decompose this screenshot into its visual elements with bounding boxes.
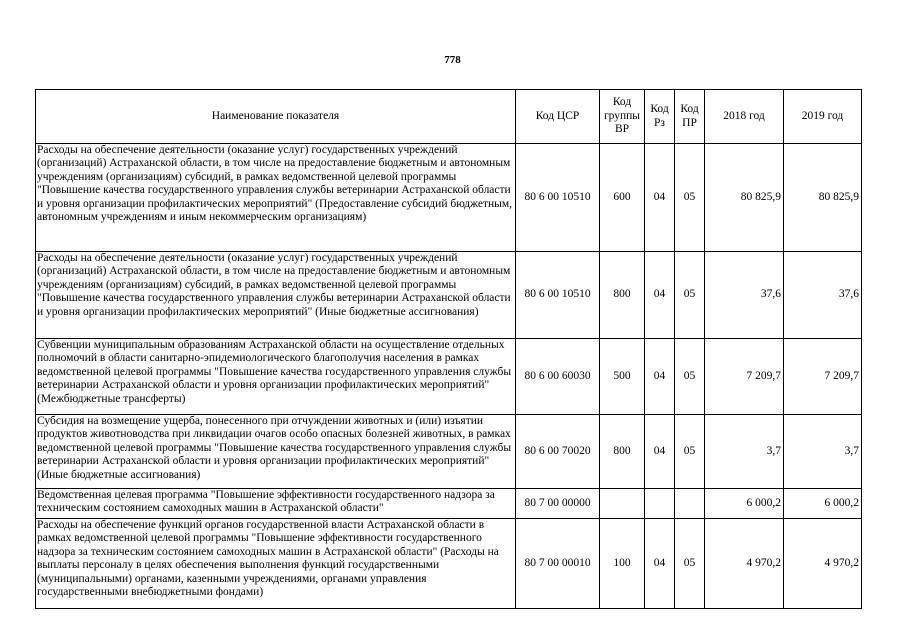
cell-pr: 05 bbox=[675, 519, 705, 609]
cell-csr: 80 7 00 00010 bbox=[516, 519, 600, 609]
table-header-row bbox=[36, 90, 862, 144]
cell-2019: 7 209,7 bbox=[784, 339, 862, 415]
header-rz: Код Рз bbox=[645, 90, 675, 144]
cell-name: Субвенции муниципальным образованиям Астраханской области на осуществление отдельных полномочий в области санитарно-эпидемиологического благополучия населения в рамках ведомственной целевой программы "Повышение качества государственного управления службы ветеринарии Астраханской области и уровня организации профилактических мероприятий" (Межбюджетные трансферты) bbox=[36, 339, 516, 415]
cell-2018: 4 970,2 bbox=[705, 519, 784, 609]
cell-2019: 4 970,2 bbox=[784, 519, 862, 609]
cell-name: Расходы на обеспечение деятельности (оказание услуг) государственных учреждений (организаций) Астраханской области, в том числе на предоставление бюджетным и автономным учреждениям (организациям) субсидий, в рамках ведомственной целевой программы "Повышение качества государственного управления службы ветеринарии Астраханской области и уровня организации профилактических мероприятий" (Предоставление субсидий бюджетным, автономным учреждениям и иным некоммерческим организациям) bbox=[36, 144, 516, 252]
cell-name: Расходы на обеспечение функций органов государственной власти Астраханской области в рамках ведомственной целевой программы "Повышение эффективности государственного надзора за техническим состоянием самоходных машин в Астраханской области" (Расходы на выплаты персоналу в целях обеспечения выполнения функций государственными (муниципальными) органами, казенными учреждениями, органами управления государственными внебюджетными фондами) bbox=[36, 519, 516, 609]
header-pr: Код ПР bbox=[675, 90, 705, 144]
cell-pr: 05 bbox=[675, 339, 705, 415]
cell-2018: 7 209,7 bbox=[705, 339, 784, 415]
cell-2019: 3,7 bbox=[784, 415, 862, 489]
cell-2018: 3,7 bbox=[705, 415, 784, 489]
cell-rz: 04 bbox=[645, 415, 675, 489]
cell-vr bbox=[600, 489, 645, 519]
table-row bbox=[36, 339, 862, 415]
cell-pr: 05 bbox=[675, 144, 705, 252]
header-name: Наименование показателя bbox=[36, 90, 516, 144]
cell-pr bbox=[675, 489, 705, 519]
page-number: 778 bbox=[444, 54, 461, 66]
cell-vr: 800 bbox=[600, 415, 645, 489]
cell-pr: 05 bbox=[675, 252, 705, 339]
header-2019: 2019 год bbox=[784, 90, 862, 144]
cell-vr: 600 bbox=[600, 144, 645, 252]
header-csr: Код ЦСР bbox=[516, 90, 600, 144]
cell-name: Ведомственная целевая программа "Повышение эффективности государственного надзора за техническим состоянием самоходных машин в Астраханской области" bbox=[36, 489, 516, 519]
cell-name: Расходы на обеспечение деятельности (оказание услуг) государственных учреждений (организаций) Астраханской области, в том числе на предоставление бюджетным и автономным учреждениям (организациям) субсидий, в рамках ведомственной целевой программы "Повышение качества государственного управления службы ветеринарии Астраханской области и уровня организации профилактических мероприятий" (Иные бюджетные ассигнования) bbox=[36, 252, 516, 339]
header-2018: 2018 год bbox=[705, 90, 784, 144]
cell-csr: 80 7 00 00000 bbox=[516, 489, 600, 519]
cell-2018: 6 000,2 bbox=[705, 489, 784, 519]
cell-csr: 80 6 00 10510 bbox=[516, 144, 600, 252]
cell-rz: 04 bbox=[645, 144, 675, 252]
cell-vr: 500 bbox=[600, 339, 645, 415]
cell-2018: 80 825,9 bbox=[705, 144, 784, 252]
cell-name: Субсидия на возмещение ущерба, понесенного при отчуждении животных и (или) изъятии продуктов животноводства при ликвидации очагов особо опасных болезней животных, в рамках ведомственной целевой программы "Повышение качества государственного управления службы ветеринарии Астраханской области и уровня организации профилактических мероприятий" (Иные бюджетные ассигнования) bbox=[36, 415, 516, 489]
cell-2019: 37,6 bbox=[784, 252, 862, 339]
cell-rz: 04 bbox=[645, 252, 675, 339]
cell-rz: 04 bbox=[645, 519, 675, 609]
cell-rz: 04 bbox=[645, 339, 675, 415]
cell-2018: 37,6 bbox=[705, 252, 784, 339]
cell-rz bbox=[645, 489, 675, 519]
header-vr: Код группы ВР bbox=[600, 90, 645, 144]
cell-csr: 80 6 00 10510 bbox=[516, 252, 600, 339]
table-row bbox=[36, 415, 862, 489]
budget-table bbox=[35, 89, 862, 609]
cell-csr: 80 6 00 60030 bbox=[516, 339, 600, 415]
table-row bbox=[36, 252, 862, 339]
cell-vr: 100 bbox=[600, 519, 645, 609]
cell-2019: 80 825,9 bbox=[784, 144, 862, 252]
table-row bbox=[36, 144, 862, 252]
table-row bbox=[36, 519, 862, 609]
cell-vr: 800 bbox=[600, 252, 645, 339]
table-row bbox=[36, 489, 862, 519]
cell-csr: 80 6 00 70020 bbox=[516, 415, 600, 489]
cell-2019: 6 000,2 bbox=[784, 489, 862, 519]
cell-pr: 05 bbox=[675, 415, 705, 489]
